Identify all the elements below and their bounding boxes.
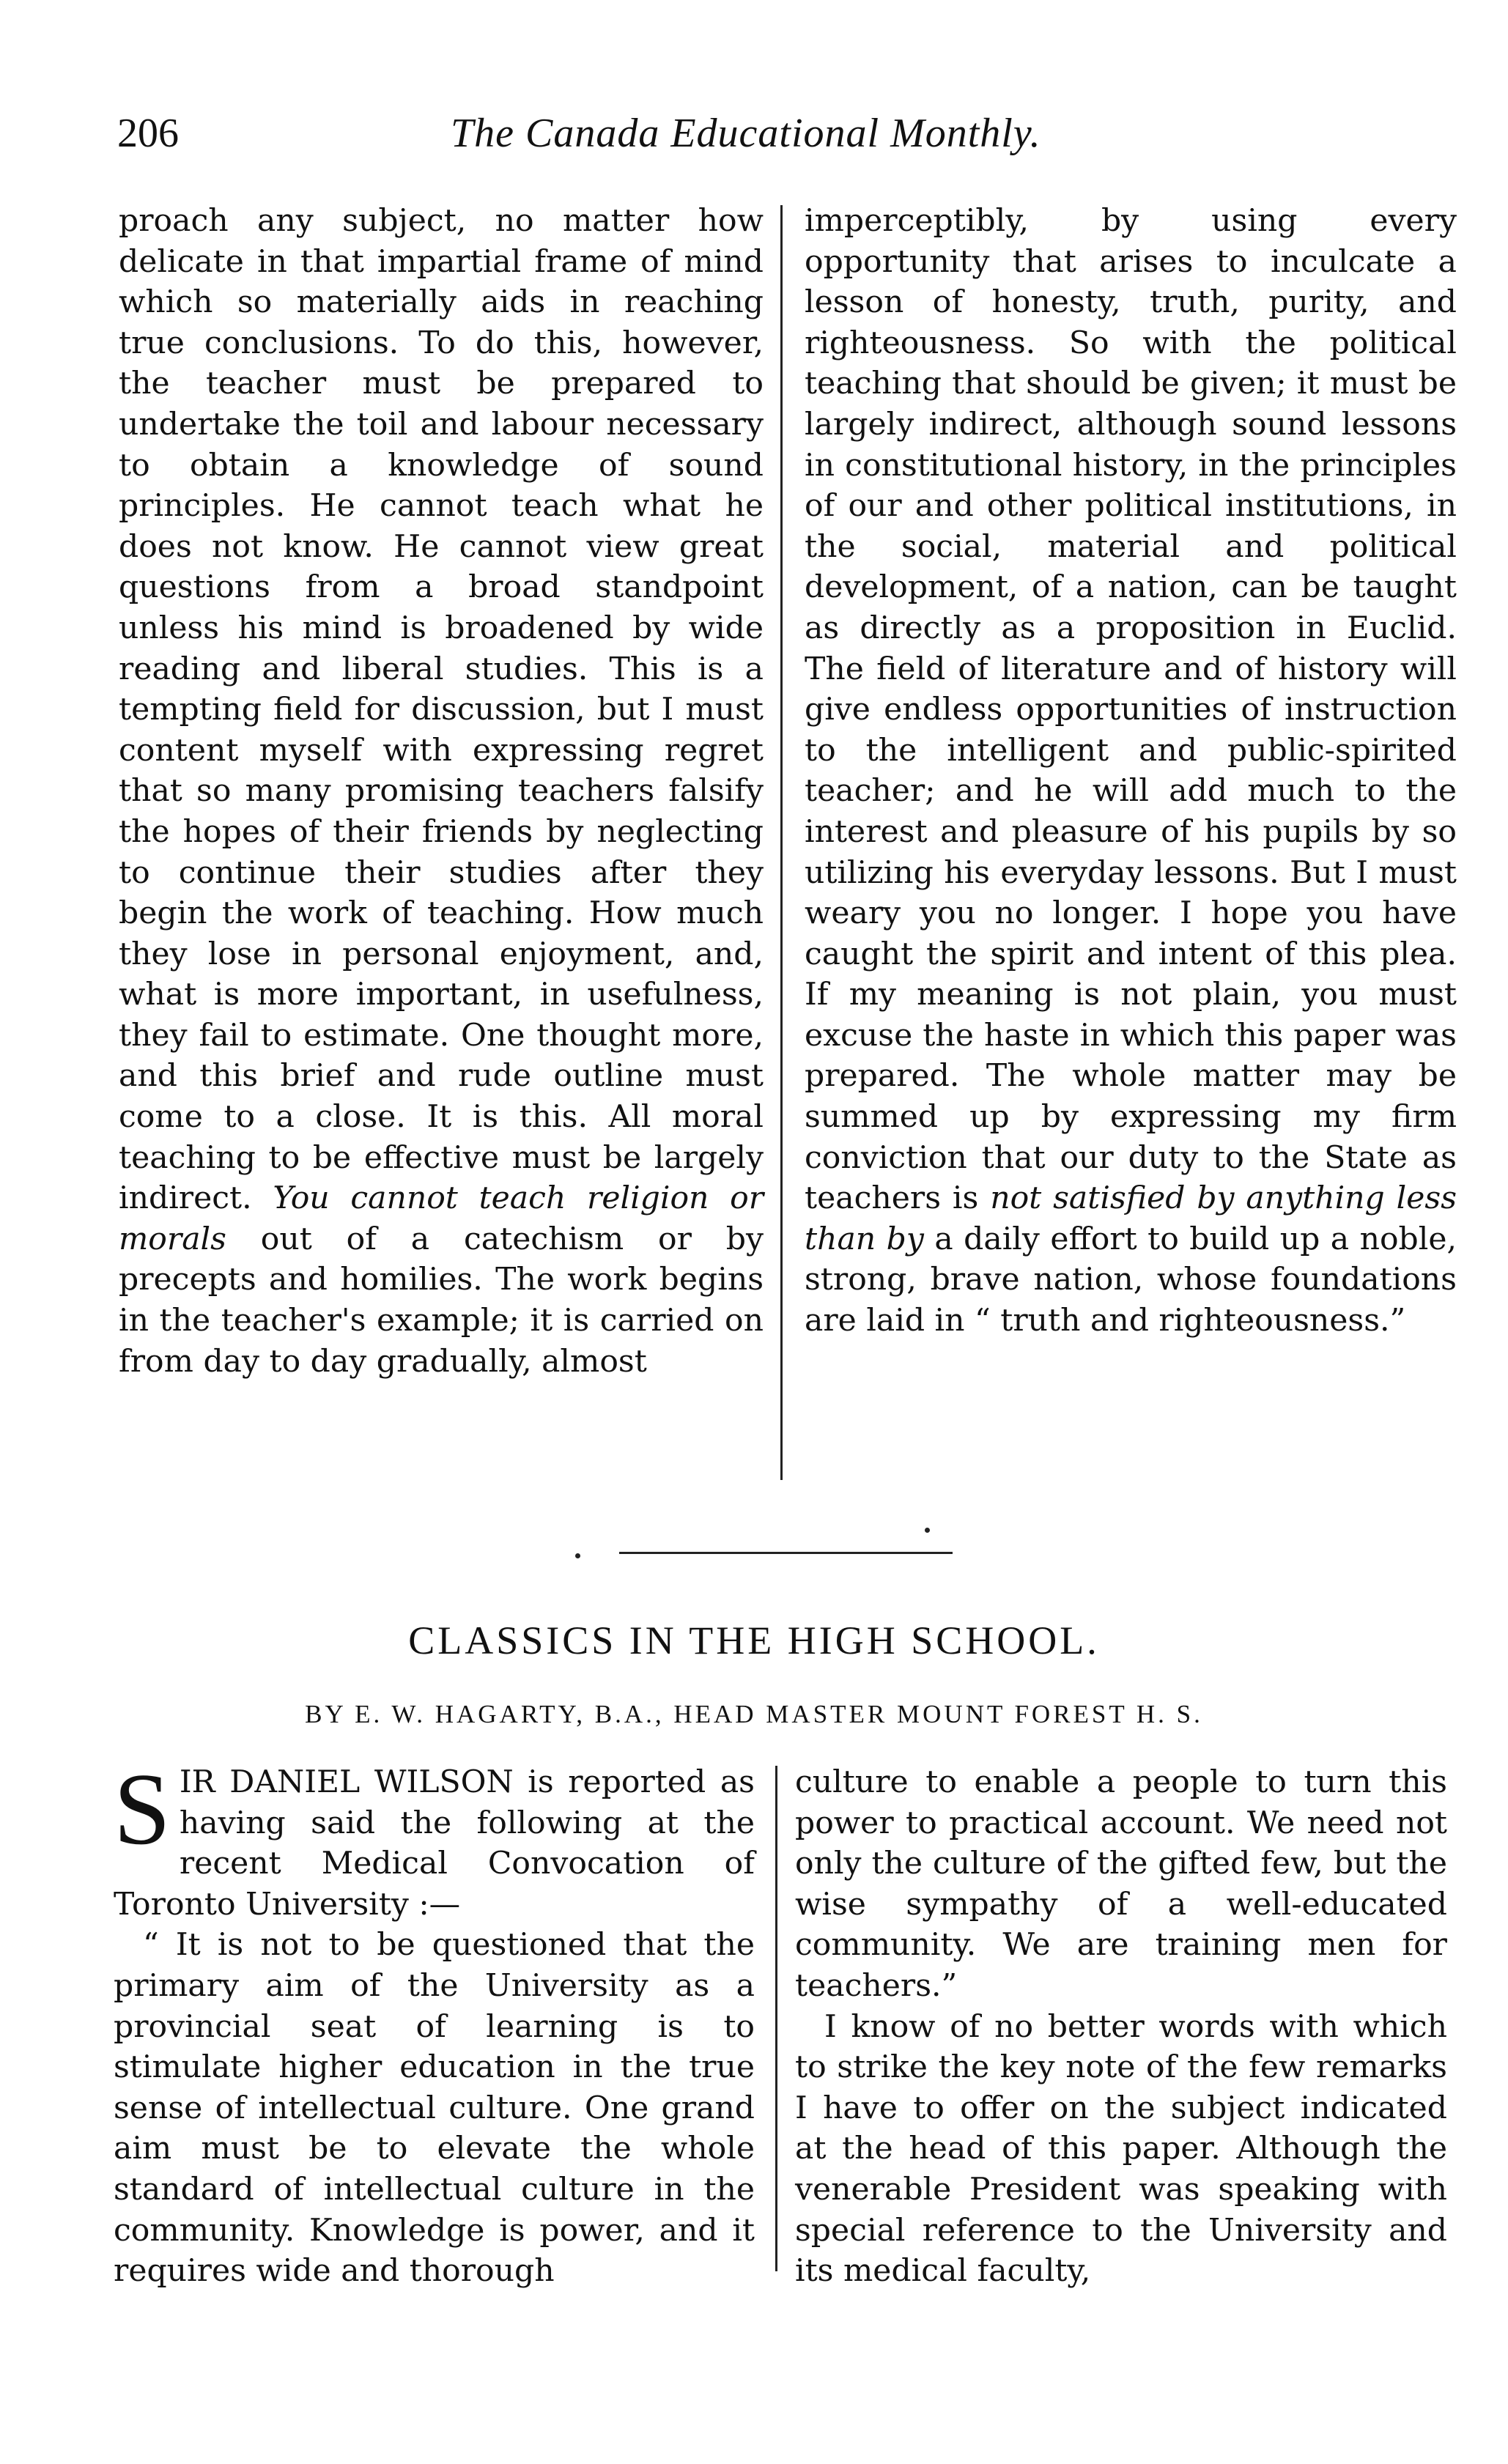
top-left-column [119,201,764,1382]
top-column-divider [780,205,783,1480]
page-number: 206 [117,111,179,156]
top-right-text-italic: not satisfied by anything less than by [805,1180,1457,1257]
article-paragraph: “ It is not to be questioned that the primary aim of the University as a provincial seat of learning is to stimulate higher education in the true sense of intellectual culture. One grand aim must be to elevate the whole standard of intellectual culture in the community. Knowledge is power, and it requires wide and thorough [114,1927,755,2290]
top-right-column [805,201,1457,1342]
journal-title: The Canada Educational Monthly. [451,111,1041,156]
top-left-text [119,201,764,1382]
drop-cap: S [114,1753,171,1866]
article-column-divider [775,1766,777,2271]
page-header [117,110,1128,169]
article-paragraph-text: IR DANIEL WILSON is reported as having said the following at the recent Medical Convocation of Toronto University :— [114,1764,755,1923]
top-right-text [805,201,1457,1342]
article-right-column [795,1762,1447,2292]
top-right-text-end: a daily effort to build up a noble, strong, brave nation, whose foundations are laid in “ truth and righteousness.” [805,1221,1457,1339]
article-title: CLASSICS IN THE HIGH SCHOOL. [408,1618,1100,1662]
article-paragraph [114,1753,755,1925]
section-separator-rule [619,1552,953,1554]
article-left-column [114,1753,755,2292]
article-byline: BY E. W. HAGARTY, B.A., HEAD MASTER MOUNT FOREST H. S. [305,1700,1203,1728]
top-left-text-italic: You cannot teach religion or morals [119,1180,764,1257]
top-right-text-main: imperceptibly, by using every opportunity that arises to inculcate a lesson of honesty, truth, purity, and righteousness. So with the political teaching that should be given; it must be largely indirect, although sound lessons in constitutional history, in the principles of our and other political institutions, in the social, material and political development, of a nation, can be taught as directly as a proposition in Euclid. The field of literature and of history will give endless opportunities of instruction to the intelligent and public-spirited teacher; and he will add much to the interest and pleasure of his pupils by so utilizing his everyday lessons. But I must weary you no longer. I hope you have caught the spirit and intent of this plea. If my meaning is not plain, you must excuse the haste in which this paper was prepared. The whole matter may be summed up by expressing my firm conviction that our duty to the State as teachers is [805,203,1457,1217]
separator-dot [575,1553,580,1558]
top-left-text-main: proach any subject, no matter how delicate in that impartial frame of mind which so materially aids in reaching true conclusions. To do this, however, the teacher must be prepared to undertake the toil and labour necessary to obtain a knowledge of sound principles. He cannot teach what he does not know. He cannot view great questions from a broad standpoint unless his mind is broadened by wide reading and liberal studies. This is a tempting field for discussion, but I must content myself with expressing regret that so many promising teachers falsify the hopes of their friends by neglecting to continue their studies after they begin the work of teaching. How much they lose in personal enjoyment, and, what is more important, in usefulness, they fail to estimate. One thought more, and this brief and rude outline must come to a close. It is this. All moral teaching to be effective must be largely indirect. [119,203,764,1217]
separator-dot [925,1528,930,1533]
article-paragraph: culture to enable a people to turn this power to practical account. We need not only the culture of the gifted few, but the wise sympathy of a well-educated community. We are training men for teachers.” [795,1764,1447,2004]
top-left-text-end: out of a catechism or by precepts and homilies. The work begins in the teacher's example; it is carried on from day to day gradually, almost [119,1221,764,1380]
article-paragraph: I know of no better words with which to strike the key note of the few remarks I have to offer on the subject indicated at the head of this paper. Although the venerable President was speaking with special reference to the University and its medical faculty, [795,2008,1447,2290]
